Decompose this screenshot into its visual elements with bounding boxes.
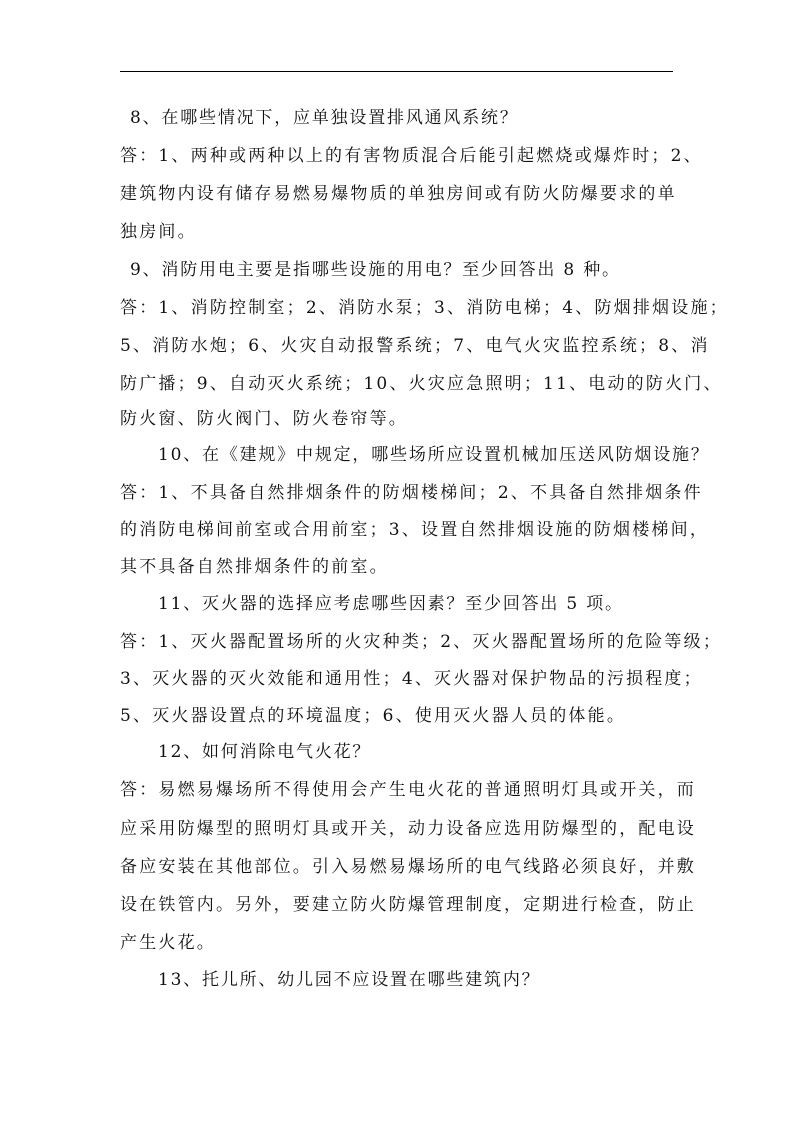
answer-line: 设在铁管内。另外，要建立防火防爆管理制度，定期进行检查，防止 xyxy=(120,895,696,915)
question-11: 11、灭火器的选择应考虑哪些因素？至少回答出 5 项。 xyxy=(158,594,624,614)
question-9: 9、消防用电主要是指哪些设施的用电？至少回答出 8 种。 xyxy=(130,260,621,280)
answer-line: 独房间。 xyxy=(120,222,197,242)
answer-line: 答：1、不具备自然排烟条件的防烟楼梯间；2、不具备自然排烟条件 xyxy=(120,483,703,503)
question-13: 13、托儿所、幼儿园不应设置在哪些建筑内？ xyxy=(158,970,541,990)
answer-line: 的消防电梯间前室或合用前室；3、设置自然排烟设施的防烟楼梯间， xyxy=(120,520,710,540)
answer-line: 答：易燃易爆场所不得使用会产生电火花的普通照明灯具或开关，而 xyxy=(120,780,696,800)
answer-line: 防广播；9、自动灭火系统；10、火灾应急照明；11、电动的防火门、 xyxy=(120,374,723,394)
answer-line: 应采用防爆型的照明灯具或开关，动力设备应选用防爆型的，配电设 xyxy=(120,819,696,839)
answer-line: 答：1、两种或两种以上的有害物质混合后能引起燃烧或爆炸时；2、 xyxy=(120,146,703,166)
answer-line: 其不具备自然排烟条件的前室。 xyxy=(120,557,389,577)
answer-line: 5、灭火器设置点的环境温度；6、使用灭火器人员的体能。 xyxy=(120,706,627,726)
answer-line: 防火窗、防火阀门、防火卷帘等。 xyxy=(120,409,408,429)
question-8: 8、在哪些情况下，应单独设置排风通风系统？ xyxy=(130,108,519,128)
answer-line: 答：1、灭火器配置场所的火灾种类；2、灭火器配置场所的危险等级； xyxy=(120,632,723,652)
question-12: 12、如何消除电气火花？ xyxy=(158,742,372,762)
answer-line: 答：1、消防控制室；2、消防水泵；3、消防电梯；4、防烟排烟设施； xyxy=(120,298,729,318)
answer-line: 建筑物内设有储存易燃易爆物质的单独房间或有防火防爆要求的单 xyxy=(120,184,677,204)
question-10: 10、在《建规》中规定，哪些场所应设置机械加压送风防烟设施？ xyxy=(158,445,710,465)
header-rule xyxy=(120,71,673,72)
answer-line: 3、灭火器的灭火效能和通用性；4、灭火器对保护物品的污损程度； xyxy=(120,669,703,689)
answer-line: 备应安装在其他部位。引入易燃易爆场所的电气线路必须良好，并敷 xyxy=(120,857,696,877)
answer-line: 5、消防水炮；6、火灾自动报警系统；7、电气火灾监控系统；8、消 xyxy=(120,336,710,356)
answer-line: 产生火花。 xyxy=(120,933,216,953)
